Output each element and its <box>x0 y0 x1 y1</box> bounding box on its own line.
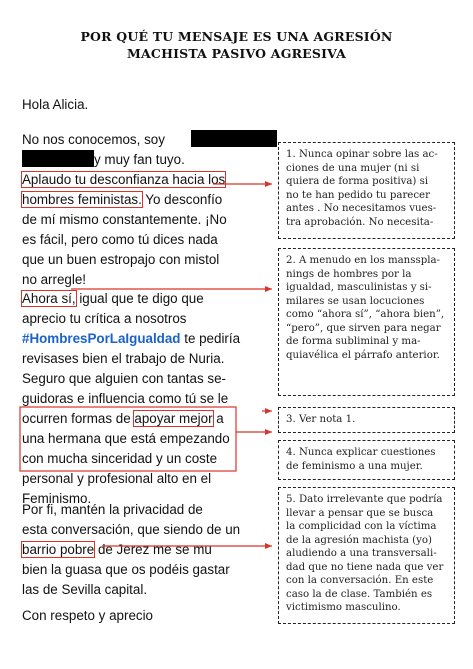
note-4-line: 4. Nunca explicar cuestiones <box>286 447 436 458</box>
note-5-line: dad que no tiene nada que ver <box>286 561 444 573</box>
p2-line-2: aprecio tu crítica a nosotros <box>22 311 187 326</box>
arrowhead-note-3 <box>265 408 272 414</box>
highlight-barrio-pobre: barrio pobre <box>22 542 95 557</box>
p2-l11-text: Feminismo. <box>22 491 92 506</box>
note-2-line: “pero”, que sirven para negar <box>286 322 441 334</box>
note-2-line: milares se usan locuciones <box>286 295 425 307</box>
arrowhead-note-4 <box>265 429 272 435</box>
note-5-line: 5. Dato irrelevante que podría <box>286 494 443 505</box>
letter-paragraph-1 <box>22 130 277 290</box>
page-title-line-2: MACHISTA PASIVO AGRESIVA <box>126 46 346 61</box>
p2-line-3 <box>22 329 240 349</box>
p3-l3-rest: de Jerez me se mu <box>94 542 212 557</box>
p1-line-7: que un buen estropajo con mistol <box>22 252 220 267</box>
note-5-line: la complicidad con la víctima <box>286 521 437 532</box>
redacted-surname-block <box>22 150 94 167</box>
p2-l7-pre: ocurren formas de <box>22 411 135 426</box>
p2-line-9 <box>22 449 240 469</box>
p1-line-2 <box>22 150 277 170</box>
arrowhead-note-5 <box>265 543 272 549</box>
p1-line-5: de mí mismo constantemente. ¡No <box>22 212 227 227</box>
highlight-apoyar-mejor: apoyar mejor <box>134 411 213 426</box>
p2-l1-rest: igual que te digo que <box>75 291 204 306</box>
note-5-line: con la conversación. En este <box>286 575 434 586</box>
highlight-desconfianza: Aplaudo tu desconfianza hacia los <box>22 172 226 187</box>
highlight-ahora-si: Ahora sí, <box>22 291 76 306</box>
letter-closing <box>22 606 153 626</box>
greeting-text: Hola Alicia. <box>22 97 89 112</box>
footnote-4 <box>278 440 455 480</box>
note-1-line: tra aprobación. No necesita- <box>286 216 434 228</box>
note-2-line: 2. A menudo en los mansspla- <box>286 255 440 266</box>
note-5-line: victimismo masculino. <box>286 602 401 613</box>
footnote-5 <box>278 487 455 624</box>
p1-line-8: no arregle! <box>22 272 87 287</box>
p2-line-1 <box>22 289 240 309</box>
letter-greeting <box>22 95 88 115</box>
note-2-line: nings de hombres por la <box>286 268 412 280</box>
p2-l9-text: con mucha sinceridad y un coste <box>22 451 218 466</box>
p1-l1-text: No nos conocemos, soy <box>22 132 165 147</box>
p1-l4-rest: Yo desconfío <box>141 192 223 207</box>
closing-text: Con respeto y aprecio <box>22 608 154 623</box>
footnote-1 <box>278 142 455 239</box>
note-2-line: como “ahora sí”, “ahora bien”, <box>286 309 445 320</box>
p1-line-3 <box>22 170 277 190</box>
p1-line-4 <box>22 190 277 210</box>
note-4-line: de feminismo a una mujer. <box>286 460 423 472</box>
p3-line-1: Por fi, mantén la privacidad de <box>22 502 203 517</box>
p2-l7-post: a <box>212 411 224 426</box>
p2-l3-rest: te pediría <box>180 331 241 346</box>
letter-paragraph-3 <box>22 500 240 600</box>
note-5-line: caso la de clase. También es <box>286 588 433 600</box>
p2-l10-text: personal y profesional alto en el <box>22 471 212 486</box>
note-2-line: igualdad, masculinistas y si- <box>286 282 432 293</box>
p3-line-4: bien la guasa que os podéis gastar <box>22 562 230 577</box>
p2-line-5: Seguro que alguien con tantas se- <box>22 371 226 386</box>
note-2-line: de forma subliminal y ma- <box>286 336 421 347</box>
note-1-line: no te han pedido tu parecer <box>286 189 430 201</box>
note-1-line: quiera de forma positiva) si <box>286 176 429 187</box>
p3-line-2: esta conversación, que siendo de un <box>22 522 241 537</box>
hashtag-link[interactable]: #HombresPorLaIgualdad <box>22 331 181 346</box>
note-3-line: 3. Ver nota 1. <box>286 414 356 425</box>
footnote-3 <box>278 407 455 433</box>
letter-paragraph-2 <box>22 289 240 509</box>
p3-line-3 <box>22 540 240 560</box>
p2-line-6: guidoras e influencia como tú se le <box>22 391 229 406</box>
p2-line-8: una hermana que está empezando <box>22 431 230 446</box>
note-2-line: quiavélica el párrafo anterior. <box>286 349 440 361</box>
note-5-line: llevar a pensar que se busca <box>286 507 434 519</box>
redacted-name-block <box>191 130 277 147</box>
note-1-line: ciones de una mujer (ni si <box>286 162 420 174</box>
note-1-line: 1. Nunca opinar sobre las ac- <box>286 149 438 160</box>
p1-l2-text: y muy fan tuyo. <box>94 152 185 167</box>
p2-line-7 <box>22 409 240 429</box>
footnote-2 <box>278 248 455 396</box>
p2-line-10 <box>22 469 240 489</box>
note-1-line: antes . No necesitamos vues- <box>286 203 437 214</box>
p2-line-4: revisases bien el trabajo de Nuria. <box>22 351 225 366</box>
p1-line-6: es fácil, pero como tú dices nada <box>22 232 218 247</box>
p1-line-1 <box>22 130 277 150</box>
note-5-line: de la agresión machista (yo) <box>286 534 433 546</box>
p3-line-5: las de Sevilla capital. <box>22 582 148 597</box>
note-5-line: aludiendo a una transversali- <box>286 548 437 559</box>
page-title-line-1: POR QUÉ TU MENSAJE ES UNA AGRESIÓN <box>80 29 393 44</box>
highlight-hombres-feministas: hombres feministas. <box>22 192 142 207</box>
